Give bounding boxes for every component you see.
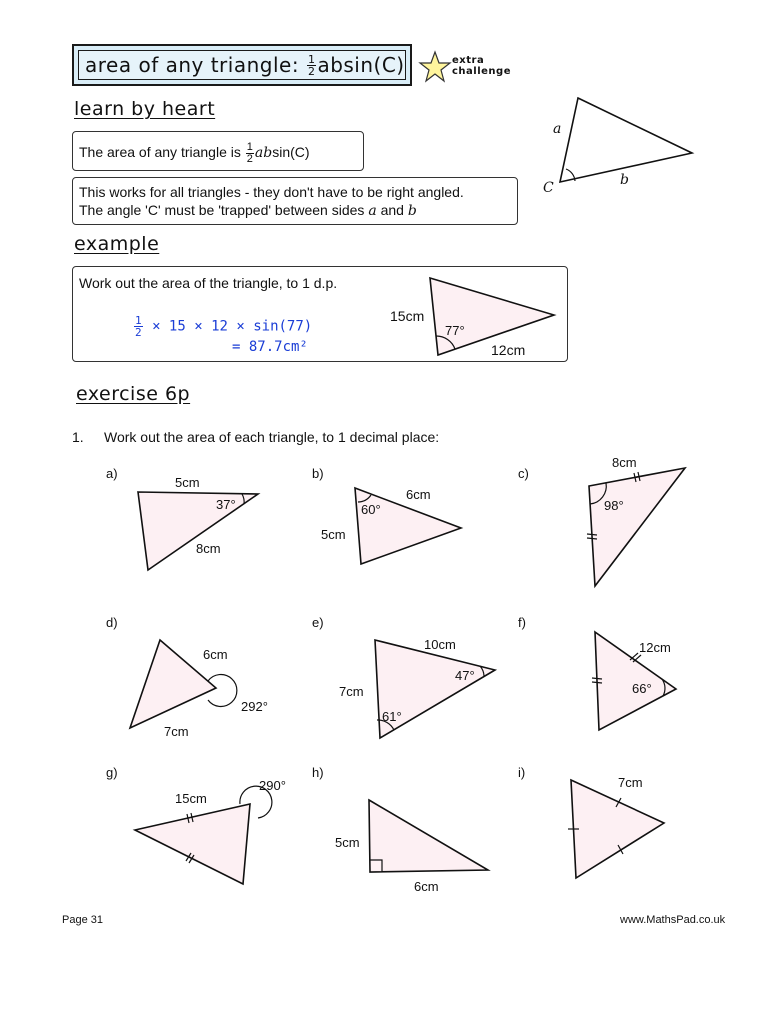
label-b: b xyxy=(620,172,629,188)
part-b-side-6: 6cm xyxy=(406,487,431,502)
working-expression: × 15 × 12 × sin(77) xyxy=(152,318,313,335)
part-e-side-10: 10cm xyxy=(424,637,456,652)
learn-heading: learn by heart xyxy=(74,98,216,120)
learn-box-formula xyxy=(72,131,364,171)
triangle-a xyxy=(130,486,270,576)
label-C: C xyxy=(543,180,554,196)
example-heading: example xyxy=(74,233,160,255)
example-angle: 77° xyxy=(445,323,465,338)
part-letter-h: h) xyxy=(312,765,324,780)
fraction-numerator: 1 xyxy=(135,314,142,327)
star-icon xyxy=(418,50,452,84)
label-a: a xyxy=(553,121,562,137)
triangle-h xyxy=(364,796,494,876)
part-letter-c: c) xyxy=(518,466,529,481)
note-line1: This works for all triangles - they don't have to be right angled. xyxy=(79,184,464,200)
fraction-numerator: 1 xyxy=(307,52,316,66)
triangle-i xyxy=(566,774,671,884)
fraction-denominator: 2 xyxy=(135,326,142,339)
triangle-d xyxy=(124,634,254,734)
question-text: Work out the area of each triangle, to 1 decimal place: xyxy=(104,429,440,445)
working-fraction xyxy=(134,315,143,338)
part-c-side-8: 8cm xyxy=(612,455,637,470)
learn-sin: sin(C) xyxy=(272,144,310,161)
learn-ab: ab xyxy=(254,145,273,162)
note-var-b: b xyxy=(407,203,417,219)
website-link[interactable]: www.MathsPad.co.uk xyxy=(620,914,726,926)
question-number: 1. xyxy=(72,429,84,445)
part-c-angle: 98° xyxy=(604,498,624,513)
fraction-denominator: 2 xyxy=(246,153,253,165)
part-d-side-7: 7cm xyxy=(164,724,189,739)
part-f-angle: 66° xyxy=(632,681,652,696)
fraction-numerator: 1 xyxy=(246,141,253,153)
reference-triangle xyxy=(560,98,692,182)
part-letter-b: b) xyxy=(312,466,324,481)
exercise-heading: exercise 6p xyxy=(76,383,191,405)
example-side-12: 12cm xyxy=(491,342,526,358)
part-h-side-5: 5cm xyxy=(335,835,360,850)
part-a-side-8: 8cm xyxy=(196,541,221,556)
page-number: Page 31 xyxy=(62,914,103,926)
part-g-side-15: 15cm xyxy=(175,791,207,806)
title-prefix: area of any triangle: xyxy=(85,53,300,77)
part-e-side-7: 7cm xyxy=(339,684,364,699)
part-letter-a: a) xyxy=(106,466,118,481)
note-line2-text: The angle 'C' must be 'trapped' between sides xyxy=(79,202,365,218)
part-letter-i: i) xyxy=(518,765,526,780)
part-a-side-5: 5cm xyxy=(175,475,200,490)
part-a-angle: 37° xyxy=(216,497,236,512)
title-box xyxy=(72,44,412,86)
note-var-a: a xyxy=(368,203,377,219)
extra-label: extra xyxy=(452,55,485,66)
part-h-side-6: 6cm xyxy=(414,879,439,894)
learn-box-text: The area of any triangle is xyxy=(79,144,241,161)
page-title xyxy=(78,50,406,80)
title-fraction xyxy=(307,54,317,77)
extra-challenge-label xyxy=(452,55,511,77)
example-working-line2: = 87.7cm² xyxy=(232,339,308,355)
part-d-side-6: 6cm xyxy=(203,647,228,662)
fraction-denominator: 2 xyxy=(307,64,316,78)
part-letter-g: g) xyxy=(106,765,118,780)
part-letter-f: f) xyxy=(518,615,526,630)
part-i-side-7: 7cm xyxy=(618,775,643,790)
part-e-angle-61: 61° xyxy=(382,709,402,724)
part-b-angle: 60° xyxy=(361,502,381,517)
triangle-c xyxy=(582,462,692,592)
part-d-angle: 292° xyxy=(241,699,268,714)
part-f-side-12: 12cm xyxy=(639,640,671,655)
challenge-label: challenge xyxy=(452,66,511,77)
example-question: Work out the area of the triangle, to 1 d.p. xyxy=(79,275,338,291)
example-side-15: 15cm xyxy=(390,308,425,324)
title-formula: absin(C) xyxy=(317,53,405,77)
learn-box-note xyxy=(72,177,518,225)
part-letter-d: d) xyxy=(106,615,118,630)
part-letter-e: e) xyxy=(312,615,324,630)
learn-fraction xyxy=(246,142,254,165)
part-e-angle-47: 47° xyxy=(455,668,475,683)
example-working-line1 xyxy=(133,315,312,338)
part-g-angle: 290° xyxy=(259,778,286,793)
note-and: and xyxy=(380,202,404,218)
note-line2 xyxy=(79,201,511,220)
part-b-side-5cm: 5cm xyxy=(321,527,346,542)
